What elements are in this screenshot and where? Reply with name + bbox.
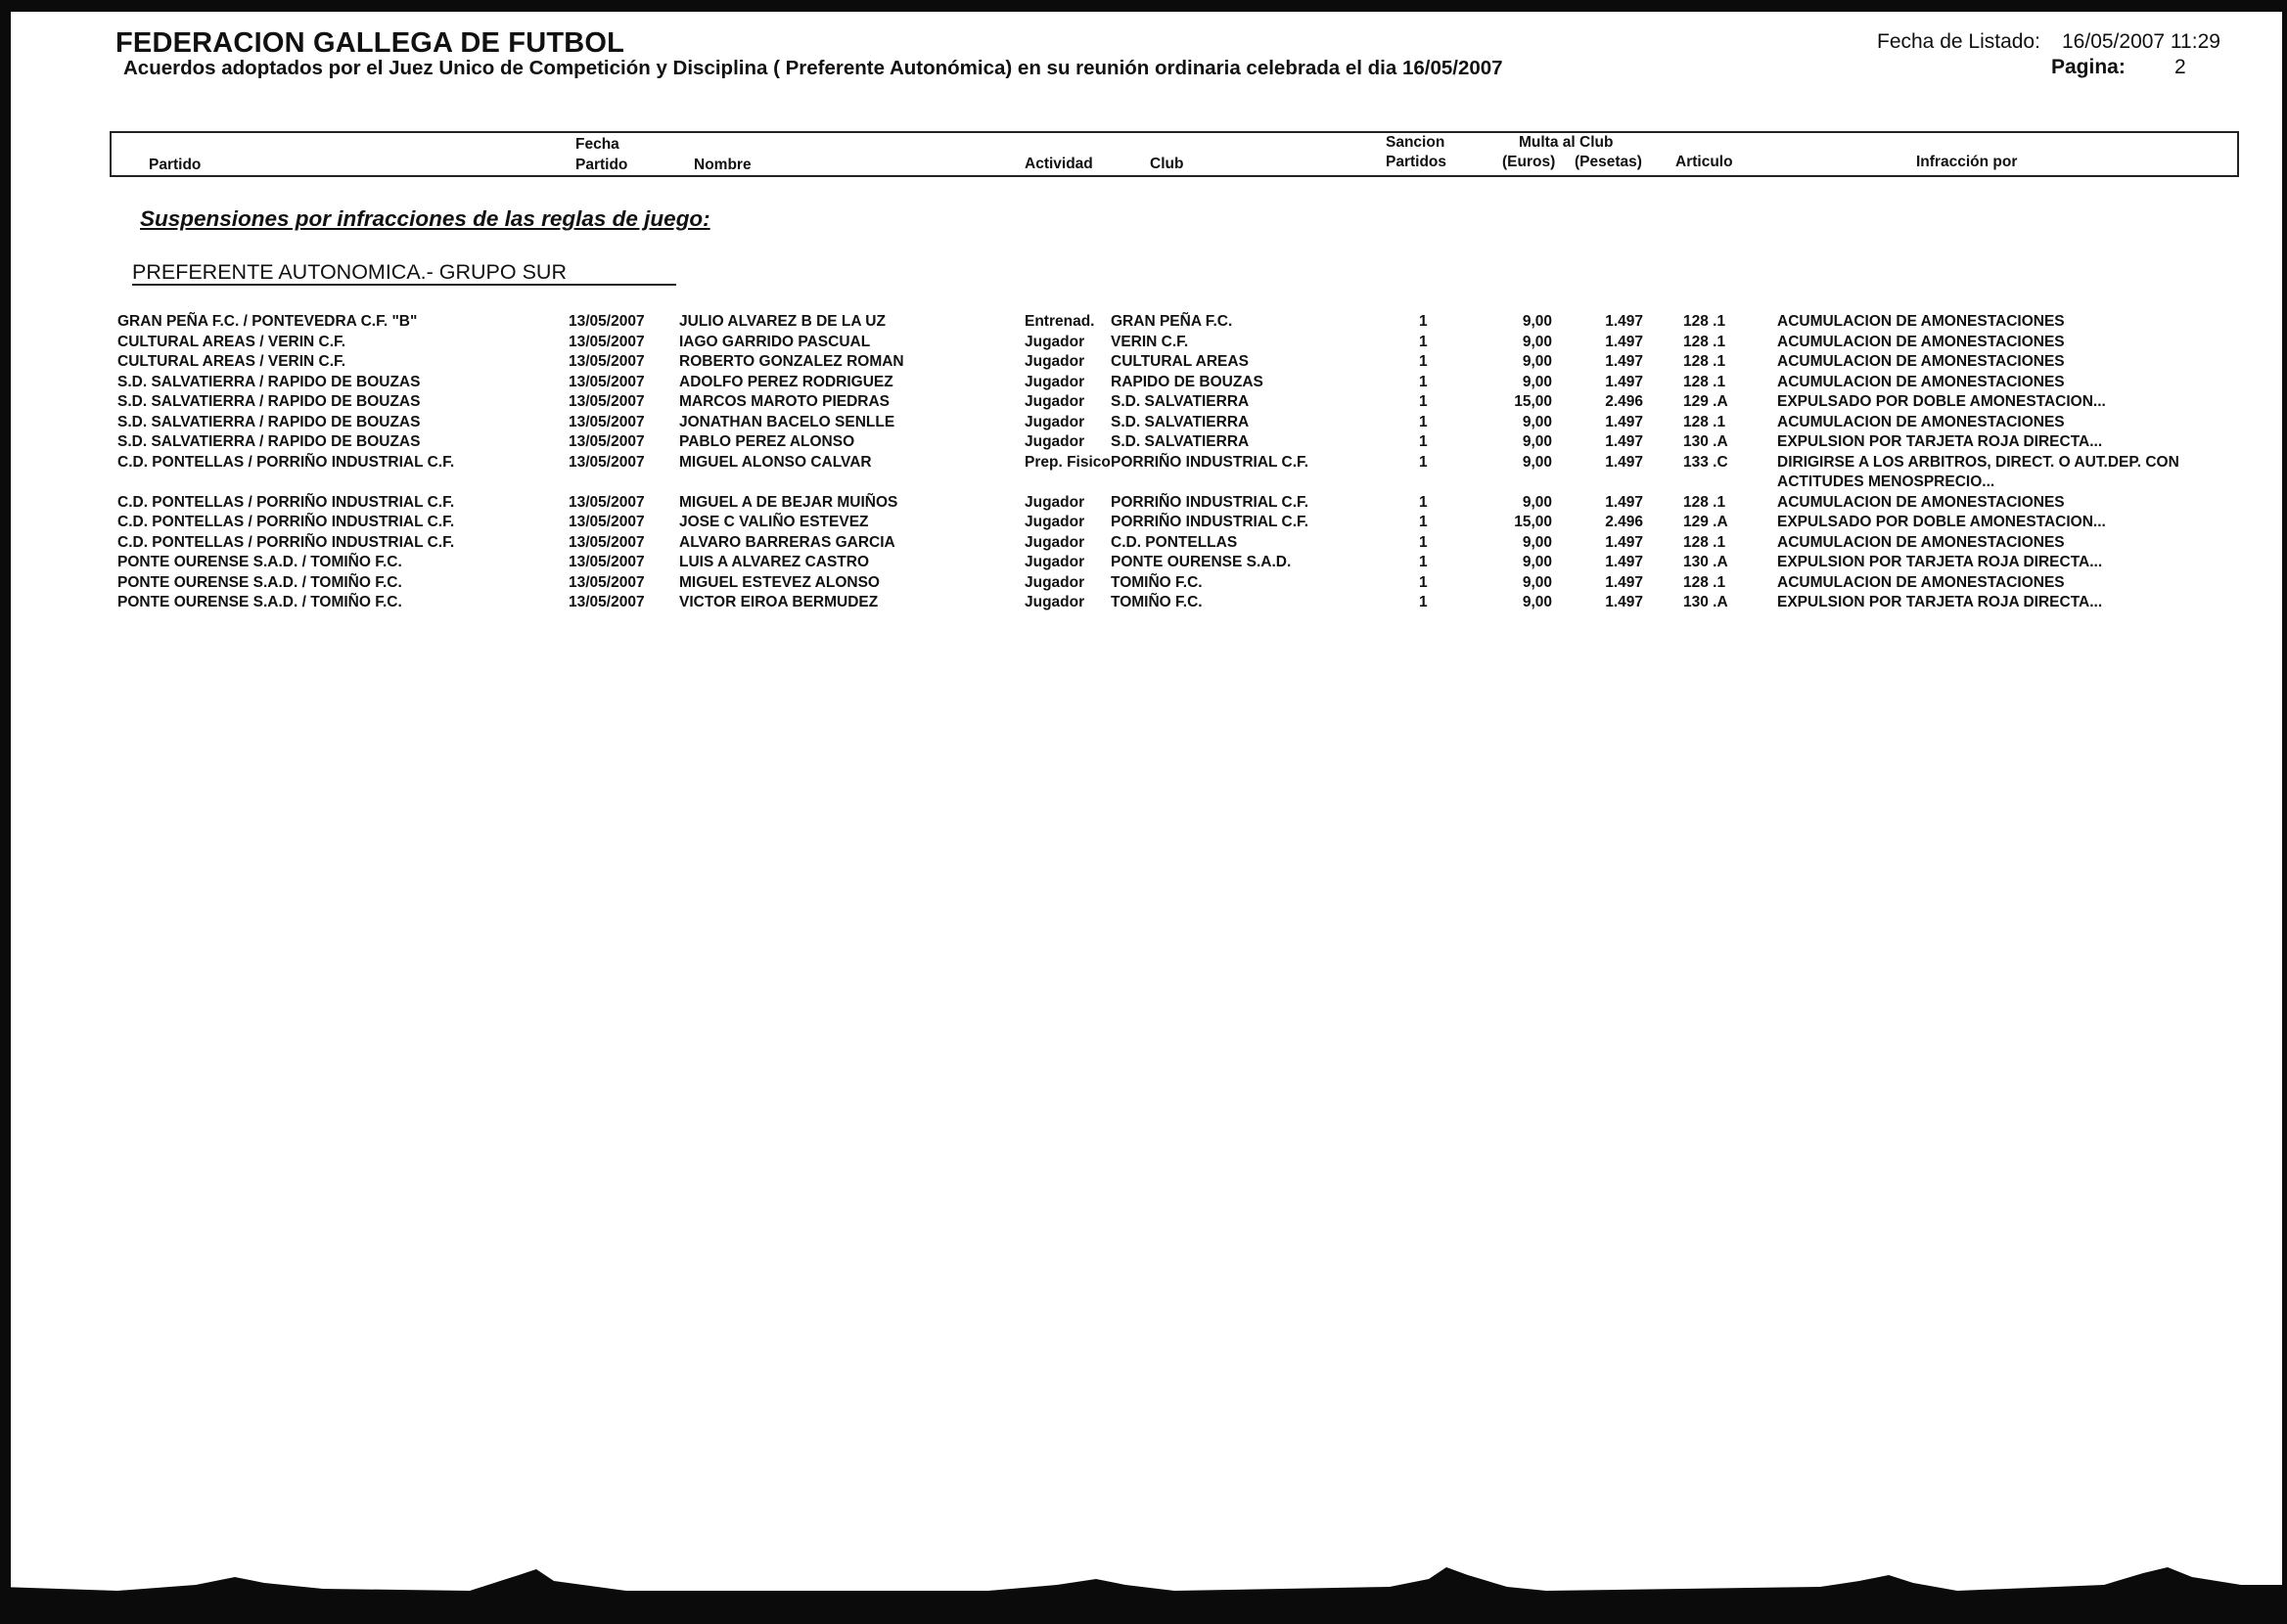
cell-club: PORRIÑO INDUSTRIAL C.F. [1111, 514, 1309, 530]
cell-infraccion: ACUMULACION DE AMONESTACIONES [1777, 493, 2065, 511]
cell-nombre: JULIO ALVAREZ B DE LA UZ [679, 313, 886, 330]
cell-infraccion: ACUMULACION DE AMONESTACIONES [1777, 413, 2065, 430]
cell-fecha: 13/05/2007 [569, 393, 645, 410]
listing-date-value: 16/05/2007 11:29 [2062, 30, 2220, 53]
cell-fecha: 13/05/2007 [569, 373, 645, 390]
cell-nombre: ADOLFO PEREZ RODRIGUEZ [679, 373, 893, 390]
cell-euros: 9,00 [1522, 554, 1552, 570]
cell-sancion: 1 [1419, 393, 1428, 410]
cell-nombre: ROBERTO GONZALEZ ROMAN [679, 353, 904, 370]
cell-euros: 9,00 [1522, 333, 1552, 350]
cell-pesetas: 1.497 [1605, 433, 1643, 450]
cell-infraccion: ACUMULACION DE AMONESTACIONES [1777, 333, 2065, 350]
col-header-multa: Multa al Club [1519, 134, 1614, 151]
cell-club: GRAN PEÑA F.C. [1111, 313, 1233, 330]
cell-sancion: 1 [1419, 453, 1428, 471]
cell-articulo: 128 .1 [1683, 333, 1726, 350]
cell-actividad: Jugador [1025, 554, 1085, 570]
cell-actividad: Jugador [1025, 594, 1085, 610]
cell-actividad: Jugador [1025, 433, 1085, 450]
page-label: Pagina: [2051, 56, 2126, 78]
table-row [0, 553, 2287, 573]
cell-fecha: 13/05/2007 [569, 453, 645, 471]
cell-sancion: 1 [1419, 373, 1428, 390]
cell-partido: GRAN PEÑA F.C. / PONTEVEDRA C.F. "B" [117, 313, 418, 330]
cell-club: S.D. SALVATIERRA [1111, 393, 1250, 410]
cell-articulo: 130 .A [1683, 554, 1728, 570]
cell-fecha: 13/05/2007 [569, 594, 645, 610]
cell-nombre: MIGUEL ESTEVEZ ALONSO [679, 573, 880, 591]
col-header-sancion: Sancion [1386, 134, 1445, 151]
cell-actividad: Jugador [1025, 573, 1085, 591]
cell-euros: 9,00 [1522, 533, 1552, 551]
cell-nombre: JONATHAN BACELO SENLLE [679, 413, 895, 430]
cell-club: C.D. PONTELLAS [1111, 533, 1238, 551]
cell-sancion: 1 [1419, 333, 1428, 350]
cell-euros: 9,00 [1522, 353, 1552, 370]
cell-pesetas: 2.496 [1605, 393, 1643, 410]
cell-fecha: 13/05/2007 [569, 353, 645, 370]
cell-actividad: Jugador [1025, 514, 1085, 530]
cell-club: RAPIDO DE BOUZAS [1111, 373, 1263, 390]
cell-partido: CULTURAL AREAS / VERIN C.F. [117, 333, 346, 350]
cell-fecha: 13/05/2007 [569, 313, 645, 330]
cell-fecha: 13/05/2007 [569, 514, 645, 530]
table-row [0, 493, 2287, 514]
cell-partido: C.D. PONTELLAS / PORRIÑO INDUSTRIAL C.F. [117, 514, 455, 530]
cell-euros: 9,00 [1522, 573, 1552, 591]
cell-pesetas: 1.497 [1605, 313, 1643, 330]
cell-euros: 9,00 [1522, 453, 1552, 471]
cell-fecha: 13/05/2007 [569, 554, 645, 570]
cell-fecha: 13/05/2007 [569, 493, 645, 511]
cell-euros: 9,00 [1522, 373, 1552, 390]
cell-articulo: 130 .A [1683, 433, 1728, 450]
cell-articulo: 128 .1 [1683, 313, 1726, 330]
cell-nombre: VICTOR EIROA BERMUDEZ [679, 594, 879, 610]
cell-club: VERIN C.F. [1111, 333, 1189, 350]
cell-pesetas: 1.497 [1605, 573, 1643, 591]
cell-nombre: JOSE C VALIÑO ESTEVEZ [679, 514, 869, 530]
cell-sancion: 1 [1419, 594, 1428, 610]
cell-fecha: 13/05/2007 [569, 533, 645, 551]
cell-club: PORRIÑO INDUSTRIAL C.F. [1111, 453, 1309, 471]
cell-infraccion: ACUMULACION DE AMONESTACIONES [1777, 573, 2065, 591]
cell-articulo: 128 .1 [1683, 413, 1726, 430]
cell-euros: 9,00 [1522, 493, 1552, 511]
cell-infraccion: EXPULSION POR TARJETA ROJA DIRECTA... [1777, 594, 2103, 610]
cell-euros: 9,00 [1522, 413, 1552, 430]
cell-actividad: Jugador [1025, 413, 1085, 430]
cell-club: TOMIÑO F.C. [1111, 594, 1203, 610]
cell-articulo: 133 .C [1683, 453, 1728, 471]
cell-actividad: Jugador [1025, 373, 1085, 390]
cell-nombre: LUIS A ALVAREZ CASTRO [679, 554, 870, 570]
cell-actividad: Jugador [1025, 353, 1085, 370]
cell-sancion: 1 [1419, 514, 1428, 530]
cell-nombre: MIGUEL A DE BEJAR MUIÑOS [679, 493, 898, 511]
cell-sancion: 1 [1419, 353, 1428, 370]
table-row [0, 373, 2287, 393]
cell-nombre: MIGUEL ALONSO CALVAR [679, 453, 872, 471]
federation-title: FEDERACION GALLEGA DE FUTBOL [115, 27, 625, 59]
cell-articulo: 128 .1 [1683, 533, 1726, 551]
cell-club: PONTE OURENSE S.A.D. [1111, 554, 1292, 570]
col-header-partido: Partido [149, 157, 202, 173]
table-row [0, 573, 2287, 594]
cell-club: PORRIÑO INDUSTRIAL C.F. [1111, 493, 1309, 511]
cell-nombre: ALVARO BARRERAS GARCIA [679, 533, 895, 551]
cell-euros: 15,00 [1514, 514, 1552, 530]
group-title-underline [132, 284, 676, 286]
cell-club: S.D. SALVATIERRA [1111, 433, 1250, 450]
cell-euros: 9,00 [1522, 313, 1552, 330]
col-header-fecha: Fecha [575, 136, 619, 153]
cell-sancion: 1 [1419, 573, 1428, 591]
col-header-pesetas: (Pesetas) [1575, 154, 1642, 170]
sanctions-table [0, 312, 2287, 613]
cell-partido: C.D. PONTELLAS / PORRIÑO INDUSTRIAL C.F. [117, 453, 455, 471]
cell-pesetas: 1.497 [1605, 594, 1643, 610]
cell-fecha: 13/05/2007 [569, 573, 645, 591]
cell-infraccion: EXPULSION POR TARJETA ROJA DIRECTA... [1777, 433, 2103, 450]
table-row [0, 513, 2287, 533]
table-row [0, 333, 2287, 353]
section-title: Suspensiones por infracciones de las reglas de juego: [140, 206, 710, 231]
cell-pesetas: 1.497 [1605, 373, 1643, 390]
torn-page-edge [0, 1546, 2287, 1624]
cell-articulo: 130 .A [1683, 594, 1728, 610]
group-title: PREFERENTE AUTONOMICA.- GRUPO SUR [132, 260, 567, 284]
cell-actividad: Jugador [1025, 533, 1085, 551]
cell-partido: PONTE OURENSE S.A.D. / TOMIÑO F.C. [117, 594, 402, 610]
cell-partido: C.D. PONTELLAS / PORRIÑO INDUSTRIAL C.F. [117, 533, 455, 551]
cell-partido: S.D. SALVATIERRA / RAPIDO DE BOUZAS [117, 433, 421, 450]
cell-euros: 9,00 [1522, 594, 1552, 610]
cell-actividad: Entrenad. [1025, 313, 1095, 330]
table-row [0, 413, 2287, 433]
table-row [0, 392, 2287, 413]
col-header-sancion-partidos: Partidos [1386, 154, 1447, 170]
cell-pesetas: 1.497 [1605, 453, 1643, 471]
cell-actividad: Prep. Fisico [1025, 453, 1111, 471]
cell-fecha: 13/05/2007 [569, 433, 645, 450]
col-header-fecha-partido: Partido [575, 157, 628, 173]
cell-nombre: IAGO GARRIDO PASCUAL [679, 333, 871, 350]
listing-date-label: Fecha de Listado: [1877, 30, 2040, 53]
cell-partido: CULTURAL AREAS / VERIN C.F. [117, 353, 346, 370]
table-row [0, 312, 2287, 333]
cell-pesetas: 1.497 [1605, 554, 1643, 570]
cell-sancion: 1 [1419, 554, 1428, 570]
col-header-actividad: Actividad [1025, 156, 1093, 172]
cell-euros: 9,00 [1522, 433, 1552, 450]
cell-pesetas: 1.497 [1605, 493, 1643, 511]
cell-articulo: 129 .A [1683, 514, 1728, 530]
cell-infraccion: ACUMULACION DE AMONESTACIONES [1777, 373, 2065, 390]
cell-actividad: Jugador [1025, 333, 1085, 350]
cell-infraccion: DIRIGIRSE A LOS ARBITROS, DIRECT. O AUT.DEP. CON ACTITUDES MENOSPRECIO... [1777, 453, 2179, 490]
col-header-club: Club [1150, 156, 1184, 172]
cell-sancion: 1 [1419, 413, 1428, 430]
page-number: 2 [2174, 56, 2186, 78]
cell-infraccion: EXPULSADO POR DOBLE AMONESTACION... [1777, 393, 2106, 410]
col-header-nombre: Nombre [694, 157, 752, 173]
cell-actividad: Jugador [1025, 493, 1085, 511]
cell-articulo: 128 .1 [1683, 493, 1726, 511]
cell-infraccion: ACUMULACION DE AMONESTACIONES [1777, 353, 2065, 370]
cell-infraccion: ACUMULACION DE AMONESTACIONES [1777, 313, 2065, 330]
col-header-articulo: Articulo [1675, 154, 1733, 170]
cell-sancion: 1 [1419, 493, 1428, 511]
scan-border-left [0, 0, 11, 1624]
cell-club: S.D. SALVATIERRA [1111, 413, 1250, 430]
cell-infraccion: ACUMULACION DE AMONESTACIONES [1777, 533, 2065, 551]
cell-partido: S.D. SALVATIERRA / RAPIDO DE BOUZAS [117, 373, 421, 390]
cell-pesetas: 1.497 [1605, 533, 1643, 551]
table-row [0, 432, 2287, 453]
cell-fecha: 13/05/2007 [569, 413, 645, 430]
cell-articulo: 129 .A [1683, 393, 1728, 410]
cell-sancion: 1 [1419, 533, 1428, 551]
cell-pesetas: 2.496 [1605, 514, 1643, 530]
cell-articulo: 128 .1 [1683, 573, 1726, 591]
cell-actividad: Jugador [1025, 393, 1085, 410]
table-row [0, 453, 2287, 493]
cell-sancion: 1 [1419, 433, 1428, 450]
col-header-euros: (Euros) [1502, 154, 1556, 170]
document-subtitle: Acuerdos adoptados por el Juez Unico de Competición y Disciplina ( Preferente Autonómica) en su reunión ordinaria celebrada el dia 16/05/2007 [123, 57, 1503, 79]
scan-border-right [2282, 0, 2287, 1624]
cell-infraccion: EXPULSION POR TARJETA ROJA DIRECTA... [1777, 554, 2103, 570]
cell-partido: PONTE OURENSE S.A.D. / TOMIÑO F.C. [117, 573, 402, 591]
cell-euros: 15,00 [1514, 393, 1552, 410]
cell-pesetas: 1.497 [1605, 333, 1643, 350]
scan-border-top [0, 0, 2287, 12]
cell-infraccion: EXPULSADO POR DOBLE AMONESTACION... [1777, 514, 2106, 530]
table-row [0, 593, 2287, 613]
cell-pesetas: 1.497 [1605, 353, 1643, 370]
cell-pesetas: 1.497 [1605, 413, 1643, 430]
cell-fecha: 13/05/2007 [569, 333, 645, 350]
cell-partido: S.D. SALVATIERRA / RAPIDO DE BOUZAS [117, 393, 421, 410]
cell-partido: C.D. PONTELLAS / PORRIÑO INDUSTRIAL C.F. [117, 493, 455, 511]
cell-club: CULTURAL AREAS [1111, 353, 1249, 370]
table-row [0, 352, 2287, 373]
table-row [0, 533, 2287, 554]
cell-nombre: MARCOS MAROTO PIEDRAS [679, 393, 891, 410]
col-header-infraccion: Infracción por [1916, 154, 2018, 170]
cell-partido: S.D. SALVATIERRA / RAPIDO DE BOUZAS [117, 413, 421, 430]
cell-articulo: 128 .1 [1683, 373, 1726, 390]
cell-articulo: 128 .1 [1683, 353, 1726, 370]
cell-sancion: 1 [1419, 313, 1428, 330]
cell-partido: PONTE OURENSE S.A.D. / TOMIÑO F.C. [117, 554, 402, 570]
cell-club: TOMIÑO F.C. [1111, 573, 1203, 591]
cell-nombre: PABLO PEREZ ALONSO [679, 433, 855, 450]
